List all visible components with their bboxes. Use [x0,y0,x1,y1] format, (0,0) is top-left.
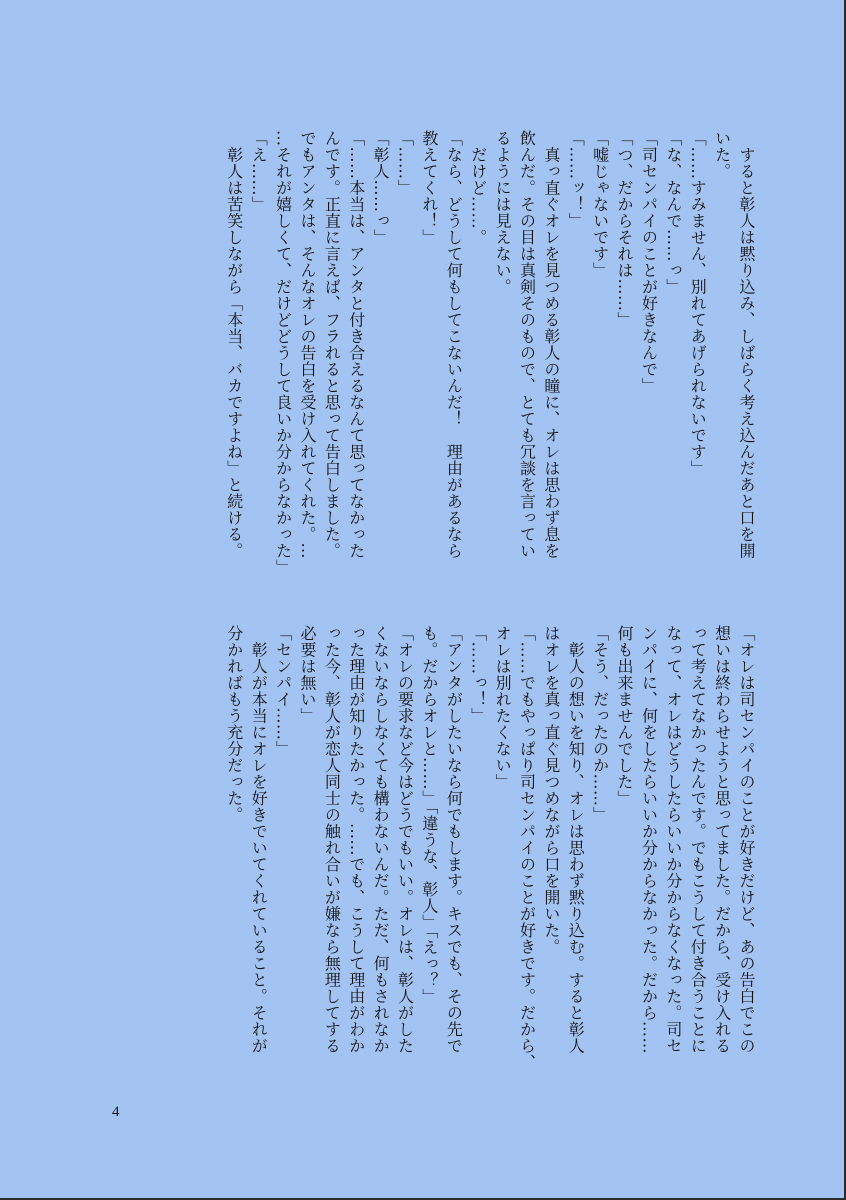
text-line: 「……でもやっぱり司センパイのことが好きです。だから、 [517,625,537,1070]
text-line: …それが嬉しくて、だけどどうして良いか分からなかった」 [273,130,293,575]
text-line: 必要は無い」 [297,625,317,724]
text-line: 彰人の想いを知り、オレは思わず黙り込む。すると彰人 [566,625,586,1054]
text-line: 「オレは司センパイのことが好きだけど、あの告白でこの [737,625,756,1054]
text-line: 「司センパイのことが好きなんで」 [639,130,659,394]
page-number: 4 [112,1104,120,1120]
text-line: るようには見えない。 [493,130,513,295]
text-line: った今、彰人が恋人同士の触れ合いが嫌なら無理してする [322,625,342,1054]
text-line: 「オレの要求など今はどうでもいい。オレは、彰人がした [395,625,415,1054]
text-line: 「そう、だったのか……」 [590,625,610,823]
text-line: った理由が知りたかった。……でも、こうして理由がわか [346,625,366,1054]
text-line: 「え……」 [249,130,269,213]
text-line: くないならしなくても構わないんだ。ただ、何もされなか [371,625,391,1054]
text-line: オレは別れたくない」 [493,625,513,790]
text-line: 「……」 [395,130,415,196]
text-line: 何も出来ませんでした」 [615,625,635,807]
text-line: 分かればもう充分だった。 [224,625,244,823]
text-line: 真っ直ぐオレを見つめる彰人の瞳に、オレは思わず息を [541,130,561,559]
text-line: 飲んだ。その目は真剣そのもので、とても冗談を言ってい [517,130,537,559]
text-line: 「つ、だからそれは……」 [615,130,635,328]
text-line: 「センパイ……」 [273,625,293,757]
text-line: 「な、なんで……っ」 [663,130,683,295]
text-line: 想いは終わらせようと思ってました。だから、受け入れる [712,625,732,1054]
text-line: んです。正直に言えば、フラれると思って告白しました。 [322,130,342,559]
text-block-lower [88,625,758,1070]
text-line: だけど……。 [468,130,488,246]
text-line: 「アンタがしたいなら何でもします。キスでも、その先で [444,625,464,1054]
text-line: 「……っ！」 [468,625,488,724]
text-line: 「なら、どうして何もしてこないんだ！ 理由があるなら [444,130,464,559]
text-line: って考えてなかったんです。でもこうして付き合うことに [688,625,708,1054]
text-line: なって、オレはどうしたらいいか分からなくなった。司セ [663,625,683,1054]
text-line: も。だからオレと……」「違うな、彰人」「えっ？」 [419,625,439,1005]
text-line: 「嘘じゃないです」 [590,130,610,279]
text-line: 「……本当は、アンタと付き合えるなんて思ってなかった [346,130,366,559]
text-line: ンパイに、何をしたらいいか分からなかった。だから…… [639,625,659,1054]
text-line: すると彰人は黙り込み、しばらく考え込んだあと口を開 [737,130,756,559]
text-line: 「……ッ！」 [566,130,586,229]
text-line: はオレを真っ直ぐ見つめながら口を開いた。 [541,625,561,955]
text-line: でもアンタは、そんなオレの告白を受け入れてくれた。… [297,130,317,559]
text-block-upper [88,130,758,575]
text-line: いた。 [712,130,732,180]
text-line: 教えてくれ！」 [419,130,439,246]
text-line: 「彰人……っ」 [371,130,391,246]
text-line: 彰人は苦笑しながら「本当、バカですよね」と続ける。 [224,130,244,559]
text-line: 「……すみません、別れてあげられないです」 [688,130,708,477]
text-line: 彰人が本当にオレを好きでいてくれていること。それが [249,625,269,1054]
